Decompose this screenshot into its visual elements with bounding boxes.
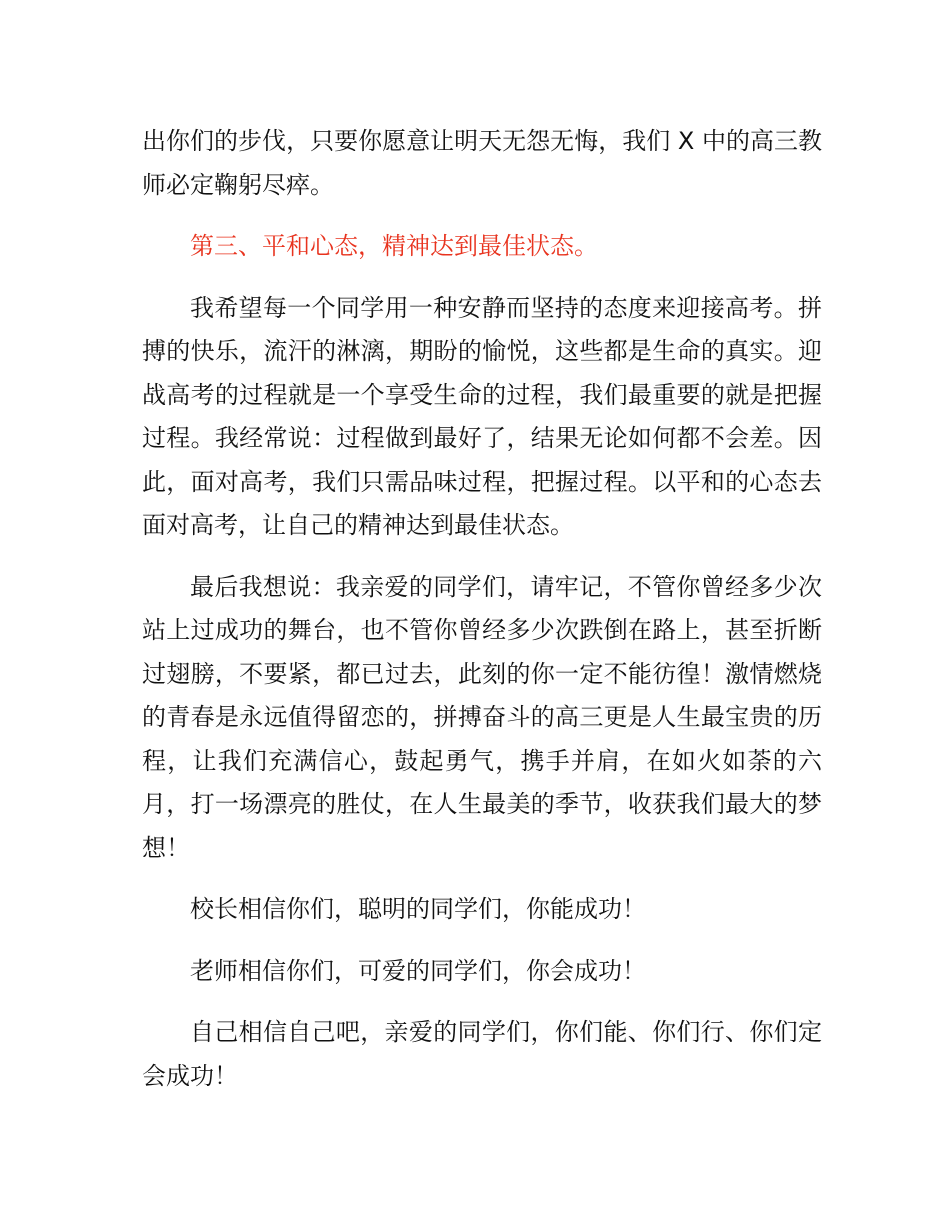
section-heading: 第三、平和心态，精神达到最佳状态。: [190, 232, 598, 260]
document-body: [142, 120, 822, 1116]
paragraph-principal-believes: 校长相信你们，聪明的同学们，你能成功！: [190, 895, 646, 923]
paragraph-continuation: 出你们的步伐，只要你愿意让明天无怨无悔，我们 X 中的高三教师必定鞠躬尽瘁。: [142, 127, 822, 199]
paragraph-closing-words: 最后我想说：我亲爱的同学们，请牢记，不管你曾经多少次站上过成功的舞台，也不管你曾经多少次跌倒在路上，甚至折断过翅膀，不要紧，都已过去，此刻的你一定不能彷徨！激情燃烧的青春是永远值得留恋的，拼搏奋斗的高三更是人生最宝贵的历程，让我们充满信心，鼓起勇气，携手并肩，在如火如荼的六月，打一场漂亮的胜仗，在人生最美的季节，收获我们最大的梦想！: [142, 572, 822, 862]
paragraph-believe-yourself: 自己相信自己吧，亲爱的同学们，你们能、你们行、你们定会成功！: [142, 1018, 822, 1090]
paragraph-teachers-believe: 老师相信你们，可爱的同学们，你会成功！: [190, 956, 646, 985]
paragraph-calm-mindset: 我希望每一个同学用一种安静而坚持的态度来迎接高考。拼搏的快乐，流汗的淋漓，期盼的愉悦，这些都是生命的真实。迎战高考的过程就是一个享受生命的过程，我们最重要的就是把握过程。我经常说：过程做到最好了，结果无论如何都不会差。因此，面对高考，我们只需品味过程，把握过程。以平和的心态去面对高考，让自己的精神达到最佳状态。: [142, 293, 822, 539]
